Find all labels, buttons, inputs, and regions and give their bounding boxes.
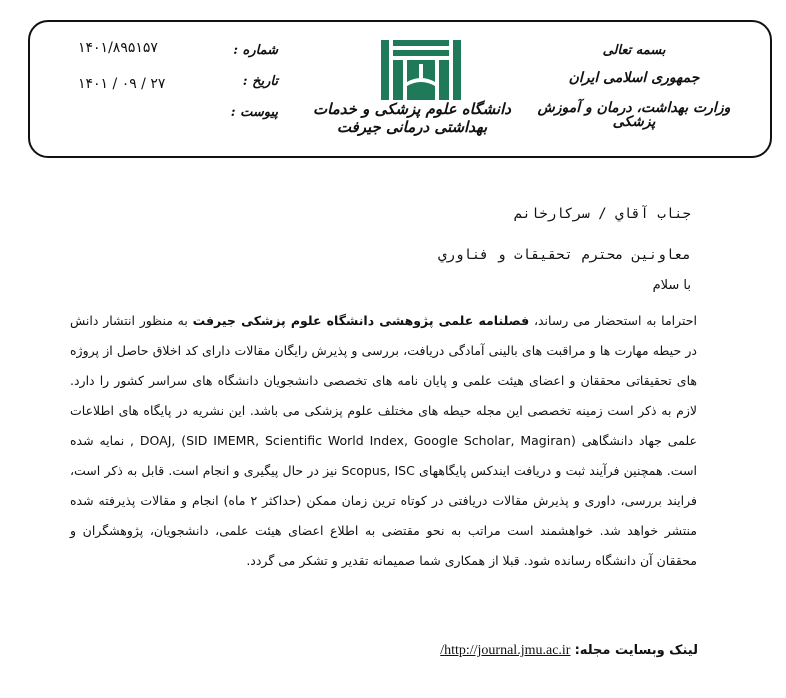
body-intro: احتراما به استحضار می رساند،: [533, 313, 697, 328]
country-name: جمهوری اسلامی ایران: [568, 70, 700, 86]
university-logo-icon: [379, 38, 463, 106]
journal-name: فصلنامه علمی پژوهشی دانشگاه علوم پزشکی جیرفت: [192, 313, 530, 328]
number-label: شماره :: [233, 43, 278, 58]
body-text: به منظور انتشار دانش در حیطه مهارت ها و مراقبت های بالینی آمادگی دریافت، بررسی و پذیرش رایگان مقالات دارای کد اخلاق حاصل از پروژه های تحقیقاتی محققان و اعضای هیئت علمی و پایان نامه های تخصصی دانشجویان دانشگاه های سراسر کشور را دارد. لازم به ذکر است زمینه تخصصی این مجله حیطه های مختلف علوم پزشکی می باشد. این نشریه در پایگاه های اطلاعات علمی جهاد دانشگاهی (DOAJ, (SID IMEMR, Scientific World Index, Google Scholar, Magiran , نمایه شده است. همچنین فرآیند ثبت و دریافت ایندکس پایگاههای Scopus, ISC نیز در حال پیگیری و انجام است. قابل به ذکر است، فرایند بررسی، داوری و پذیرش مقالات دریافتی در کوتاه ترین زمان ممکن (حداکثر ۲ ماه) انجام و مقالات پذیرفته شده منتشر خواهد شد. خواهشمند است مراتب به نحو مقتضی به اطلاع اعضای هیئت علمی، دانشجویان، پژوهشگران و محققان آن دانشگاه رسانده شود. قبلا از همکاری شما صمیمانه تقدیر و تشکر می گردد.: [70, 313, 697, 568]
journal-link-row: [440, 643, 698, 659]
addressee-line: جناب آقاي / سرکارخانم: [513, 206, 691, 222]
date-value: ۱۴۰۱ / ۰۹ / ۲۷: [78, 76, 166, 92]
university-name: دانشگاه علوم پزشکی و خدمات بهداشتی درمانی جیرفت: [313, 100, 511, 136]
ministry-name: وزارت بهداشت، درمان و آموزش پزشکی: [537, 100, 731, 130]
meta-labels: [208, 44, 278, 137]
letterhead-frame: [28, 20, 772, 158]
letter-body: [70, 306, 697, 576]
addressee-title: معاونين محترم تحقيقات و فناوري: [438, 247, 691, 263]
bismillah: بسمه تعالی: [602, 43, 666, 58]
attachment-label: پیوست :: [230, 105, 278, 120]
number-value: ۱۴۰۱/۸۹۵۱۵۷: [78, 40, 158, 56]
journal-link[interactable]: http://journal.jmu.ac.ir/: [440, 643, 571, 658]
meta-values: [78, 40, 218, 112]
date-label: تاریخ :: [242, 74, 278, 89]
link-label: لینک وبسایت مجله:: [574, 643, 698, 658]
letterhead-right: [524, 44, 744, 129]
greeting: با سلام: [652, 278, 691, 293]
